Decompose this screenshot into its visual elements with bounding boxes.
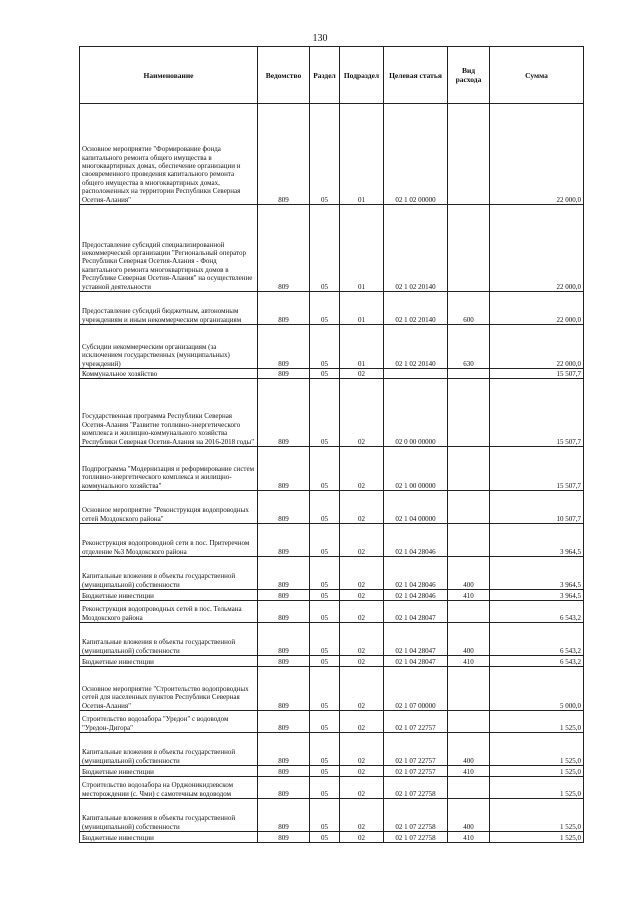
table-row — [80, 733, 584, 766]
row-sum: 6 543,2 — [490, 601, 584, 623]
row-name: Бюджетные инвестиции — [80, 590, 258, 601]
row-subsection: 02 — [340, 623, 384, 656]
table-row — [80, 590, 584, 601]
table-row — [80, 601, 584, 623]
row-subsection: 02 — [340, 832, 384, 843]
row-name: Предоставление субсидий бюджетным, автономным учреждениям и иным некоммерческим организациям — [80, 292, 258, 325]
row-section: 05 — [310, 325, 340, 369]
row-sum: 6 543,2 — [490, 656, 584, 667]
row-section: 05 — [310, 369, 340, 379]
table-row — [80, 524, 584, 557]
row-target: 02 1 07 22758 — [384, 777, 448, 799]
row-subsection: 02 — [340, 557, 384, 590]
table-row — [80, 777, 584, 799]
row-sum: 10 507,7 — [490, 491, 584, 524]
row-expense-type: 410 — [448, 656, 490, 667]
row-subsection: 02 — [340, 601, 384, 623]
row-section: 05 — [310, 205, 340, 292]
row-section: 05 — [310, 799, 340, 832]
row-name: Предоставление субсидий специализированной некоммерческой организации "Региональный оператор Республики Северная Осетия-Алания - Фонд капитального ремонта многоквартирных домов в Республике Северная Осетия-Алания" на осуществление уставной деятельности — [80, 205, 258, 292]
row-name: Бюджетные инвестиции — [80, 832, 258, 843]
row-expense-type — [448, 711, 490, 733]
row-name: Основное мероприятие "Формирование фонда капитального ремонта общего имущества в многоквартирных домах, обеспечение организации и своевременного проведения капитального ремонта общего имущества в многоквартирных домах, расположенных на территории Республики Северная Осетия-Алания" — [80, 104, 258, 205]
row-subsection: 01 — [340, 325, 384, 369]
row-name: Коммунальное хозяйство — [80, 369, 258, 379]
row-expense-type: 400 — [448, 623, 490, 656]
row-dept: 809 — [258, 601, 310, 623]
row-name: Основное мероприятие "Реконструкция водопроводных сетей Моздокского района" — [80, 491, 258, 524]
header-target: Целевая статья — [384, 47, 448, 104]
row-name: Капитальные вложения в объекты государственной (муниципальной) собственности — [80, 623, 258, 656]
table-row — [80, 667, 584, 711]
row-dept: 809 — [258, 656, 310, 667]
table-row — [80, 292, 584, 325]
row-dept: 809 — [258, 623, 310, 656]
row-expense-type — [448, 601, 490, 623]
row-subsection: 02 — [340, 766, 384, 777]
row-expense-type — [448, 104, 490, 205]
row-expense-type: 410 — [448, 832, 490, 843]
table-row — [80, 623, 584, 656]
row-target: 02 1 04 28046 — [384, 524, 448, 557]
row-target: 02 1 04 28046 — [384, 557, 448, 590]
row-dept: 809 — [258, 447, 310, 491]
header-section: Раздел — [310, 47, 340, 104]
row-dept: 809 — [258, 777, 310, 799]
row-sum: 1 525,0 — [490, 832, 584, 843]
row-name: Основное мероприятие "Строительство водопроводных сетей для населенных пунктов Республики Северная Осетия-Алания" — [80, 667, 258, 711]
row-target: 02 1 02 20140 — [384, 292, 448, 325]
row-expense-type — [448, 205, 490, 292]
row-subsection: 01 — [340, 205, 384, 292]
row-target: 02 1 04 28046 — [384, 590, 448, 601]
row-sum: 15 507,7 — [490, 379, 584, 447]
row-name: Государственная программа Республики Северная Осетия-Алания "Развитие топливно-энергетического комплекса и жилищно-коммунального хозяйства Республики Северная Осетия-Алания на 2016-2018 годы" — [80, 379, 258, 447]
row-dept: 809 — [258, 379, 310, 447]
row-subsection: 02 — [340, 667, 384, 711]
row-target: 02 1 02 00000 — [384, 104, 448, 205]
row-target: 02 1 04 28047 — [384, 656, 448, 667]
row-dept: 809 — [258, 733, 310, 766]
table-row — [80, 799, 584, 832]
row-target: 02 1 04 00000 — [384, 491, 448, 524]
row-subsection: 02 — [340, 491, 384, 524]
row-sum: 6 543,2 — [490, 623, 584, 656]
row-expense-type: 410 — [448, 590, 490, 601]
row-target: 02 1 07 00000 — [384, 667, 448, 711]
table-row — [80, 766, 584, 777]
row-dept: 809 — [258, 325, 310, 369]
row-name: Строительство водозабора "Уредон" с водоводом "Уредон-Дигора" — [80, 711, 258, 733]
row-dept: 809 — [258, 104, 310, 205]
row-sum: 1 525,0 — [490, 766, 584, 777]
row-subsection: 02 — [340, 447, 384, 491]
row-subsection: 02 — [340, 711, 384, 733]
row-target: 02 0 00 00000 — [384, 379, 448, 447]
table-row — [80, 711, 584, 733]
row-sum: 22 000,0 — [490, 205, 584, 292]
row-dept: 809 — [258, 205, 310, 292]
row-dept: 809 — [258, 524, 310, 557]
row-dept: 809 — [258, 491, 310, 524]
row-expense-type — [448, 667, 490, 711]
row-dept: 809 — [258, 799, 310, 832]
row-subsection: 01 — [340, 292, 384, 325]
row-section: 05 — [310, 491, 340, 524]
table-row — [80, 205, 584, 292]
row-target: 02 1 02 20140 — [384, 325, 448, 369]
table-row — [80, 325, 584, 369]
table-row — [80, 369, 584, 379]
row-dept: 809 — [258, 292, 310, 325]
row-section: 05 — [310, 667, 340, 711]
row-section: 05 — [310, 601, 340, 623]
row-subsection: 02 — [340, 799, 384, 832]
row-target: 02 1 07 22758 — [384, 799, 448, 832]
row-section: 05 — [310, 447, 340, 491]
row-dept: 809 — [258, 667, 310, 711]
row-expense-type — [448, 369, 490, 379]
row-section: 05 — [310, 524, 340, 557]
table-row — [80, 447, 584, 491]
row-sum: 3 964,5 — [490, 590, 584, 601]
row-section: 05 — [310, 104, 340, 205]
row-expense-type — [448, 777, 490, 799]
row-name: Бюджетные инвестиции — [80, 656, 258, 667]
row-section: 05 — [310, 590, 340, 601]
row-expense-type — [448, 447, 490, 491]
row-expense-type — [448, 379, 490, 447]
row-dept: 809 — [258, 369, 310, 379]
row-subsection: 02 — [340, 590, 384, 601]
row-subsection: 02 — [340, 656, 384, 667]
row-subsection: 02 — [340, 369, 384, 379]
row-section: 05 — [310, 711, 340, 733]
row-target — [384, 369, 448, 379]
row-expense-type — [448, 491, 490, 524]
row-target: 02 1 07 22757 — [384, 766, 448, 777]
row-section: 05 — [310, 777, 340, 799]
table-row — [80, 557, 584, 590]
row-expense-type: 400 — [448, 733, 490, 766]
row-name: Капитальные вложения в объекты государственной (муниципальной) собственности — [80, 733, 258, 766]
header-sum: Сумма — [490, 47, 584, 104]
table-row — [80, 832, 584, 843]
table-row — [80, 656, 584, 667]
row-section: 05 — [310, 379, 340, 447]
row-subsection: 02 — [340, 777, 384, 799]
page-number: 130 — [312, 33, 328, 44]
row-name: Реконструкция водопроводной сети в пос. Притеречном отделение №3 Моздокского района — [80, 524, 258, 557]
row-expense-type: 630 — [448, 325, 490, 369]
row-target: 02 1 07 22757 — [384, 711, 448, 733]
row-name: Подпрограмма "Модернизация и реформирование систем топливно-энергетического комплекса и жилищно-коммунального хозяйства" — [80, 447, 258, 491]
row-section: 05 — [310, 623, 340, 656]
row-dept: 809 — [258, 711, 310, 733]
row-sum: 1 525,0 — [490, 733, 584, 766]
row-section: 05 — [310, 733, 340, 766]
row-target: 02 1 07 22758 — [384, 832, 448, 843]
row-name: Строительство водозабора на Орджоникидзевском месторождении (с. Чми) с самотечным водоводом — [80, 777, 258, 799]
row-section: 05 — [310, 557, 340, 590]
row-name: Бюджетные инвестиции — [80, 766, 258, 777]
row-subsection: 02 — [340, 524, 384, 557]
row-sum: 22 000,0 — [490, 292, 584, 325]
row-target: 02 1 00 00000 — [384, 447, 448, 491]
row-sum: 3 964,5 — [490, 524, 584, 557]
row-dept: 809 — [258, 590, 310, 601]
row-subsection: 01 — [340, 104, 384, 205]
table-row — [80, 104, 584, 205]
budget-table — [79, 46, 584, 843]
row-sum: 15 507,7 — [490, 369, 584, 379]
row-target: 02 1 04 28047 — [384, 601, 448, 623]
row-dept: 809 — [258, 766, 310, 777]
row-expense-type: 400 — [448, 557, 490, 590]
row-sum: 1 525,0 — [490, 799, 584, 832]
row-subsection: 02 — [340, 379, 384, 447]
row-expense-type: 600 — [448, 292, 490, 325]
row-section: 05 — [310, 292, 340, 325]
row-section: 05 — [310, 766, 340, 777]
row-expense-type — [448, 524, 490, 557]
row-name: Реконструкция водопроводных сетей в пос. Тельмана Моздокского района — [80, 601, 258, 623]
row-target: 02 1 02 20140 — [384, 205, 448, 292]
row-dept: 809 — [258, 557, 310, 590]
row-expense-type: 400 — [448, 799, 490, 832]
row-sum: 5 000,0 — [490, 667, 584, 711]
row-sum: 15 507,7 — [490, 447, 584, 491]
row-sum: 1 525,0 — [490, 777, 584, 799]
row-sum: 22 000,0 — [490, 104, 584, 205]
row-expense-type: 410 — [448, 766, 490, 777]
row-name: Капитальные вложения в объекты государственной (муниципальной) собственности — [80, 557, 258, 590]
table-row — [80, 379, 584, 447]
row-sum: 1 525,0 — [490, 711, 584, 733]
table-header-row — [80, 47, 584, 104]
row-dept: 809 — [258, 832, 310, 843]
row-section: 05 — [310, 656, 340, 667]
row-target: 02 1 07 22757 — [384, 733, 448, 766]
row-section: 05 — [310, 832, 340, 843]
table-row — [80, 491, 584, 524]
header-dept: Ведомство — [258, 47, 310, 104]
row-name: Субсидии некоммерческим организациям (за исключением государственных (муниципальных) учреждений) — [80, 325, 258, 369]
header-name: Наименование — [80, 47, 258, 104]
row-sum: 22 000,0 — [490, 325, 584, 369]
row-name: Капитальные вложения в объекты государственной (муниципальной) собственности — [80, 799, 258, 832]
row-sum: 3 964,5 — [490, 557, 584, 590]
row-target: 02 1 04 28047 — [384, 623, 448, 656]
header-expense-type: Вид расхода — [448, 47, 490, 104]
header-subsection: Подраздел — [340, 47, 384, 104]
row-subsection: 02 — [340, 733, 384, 766]
